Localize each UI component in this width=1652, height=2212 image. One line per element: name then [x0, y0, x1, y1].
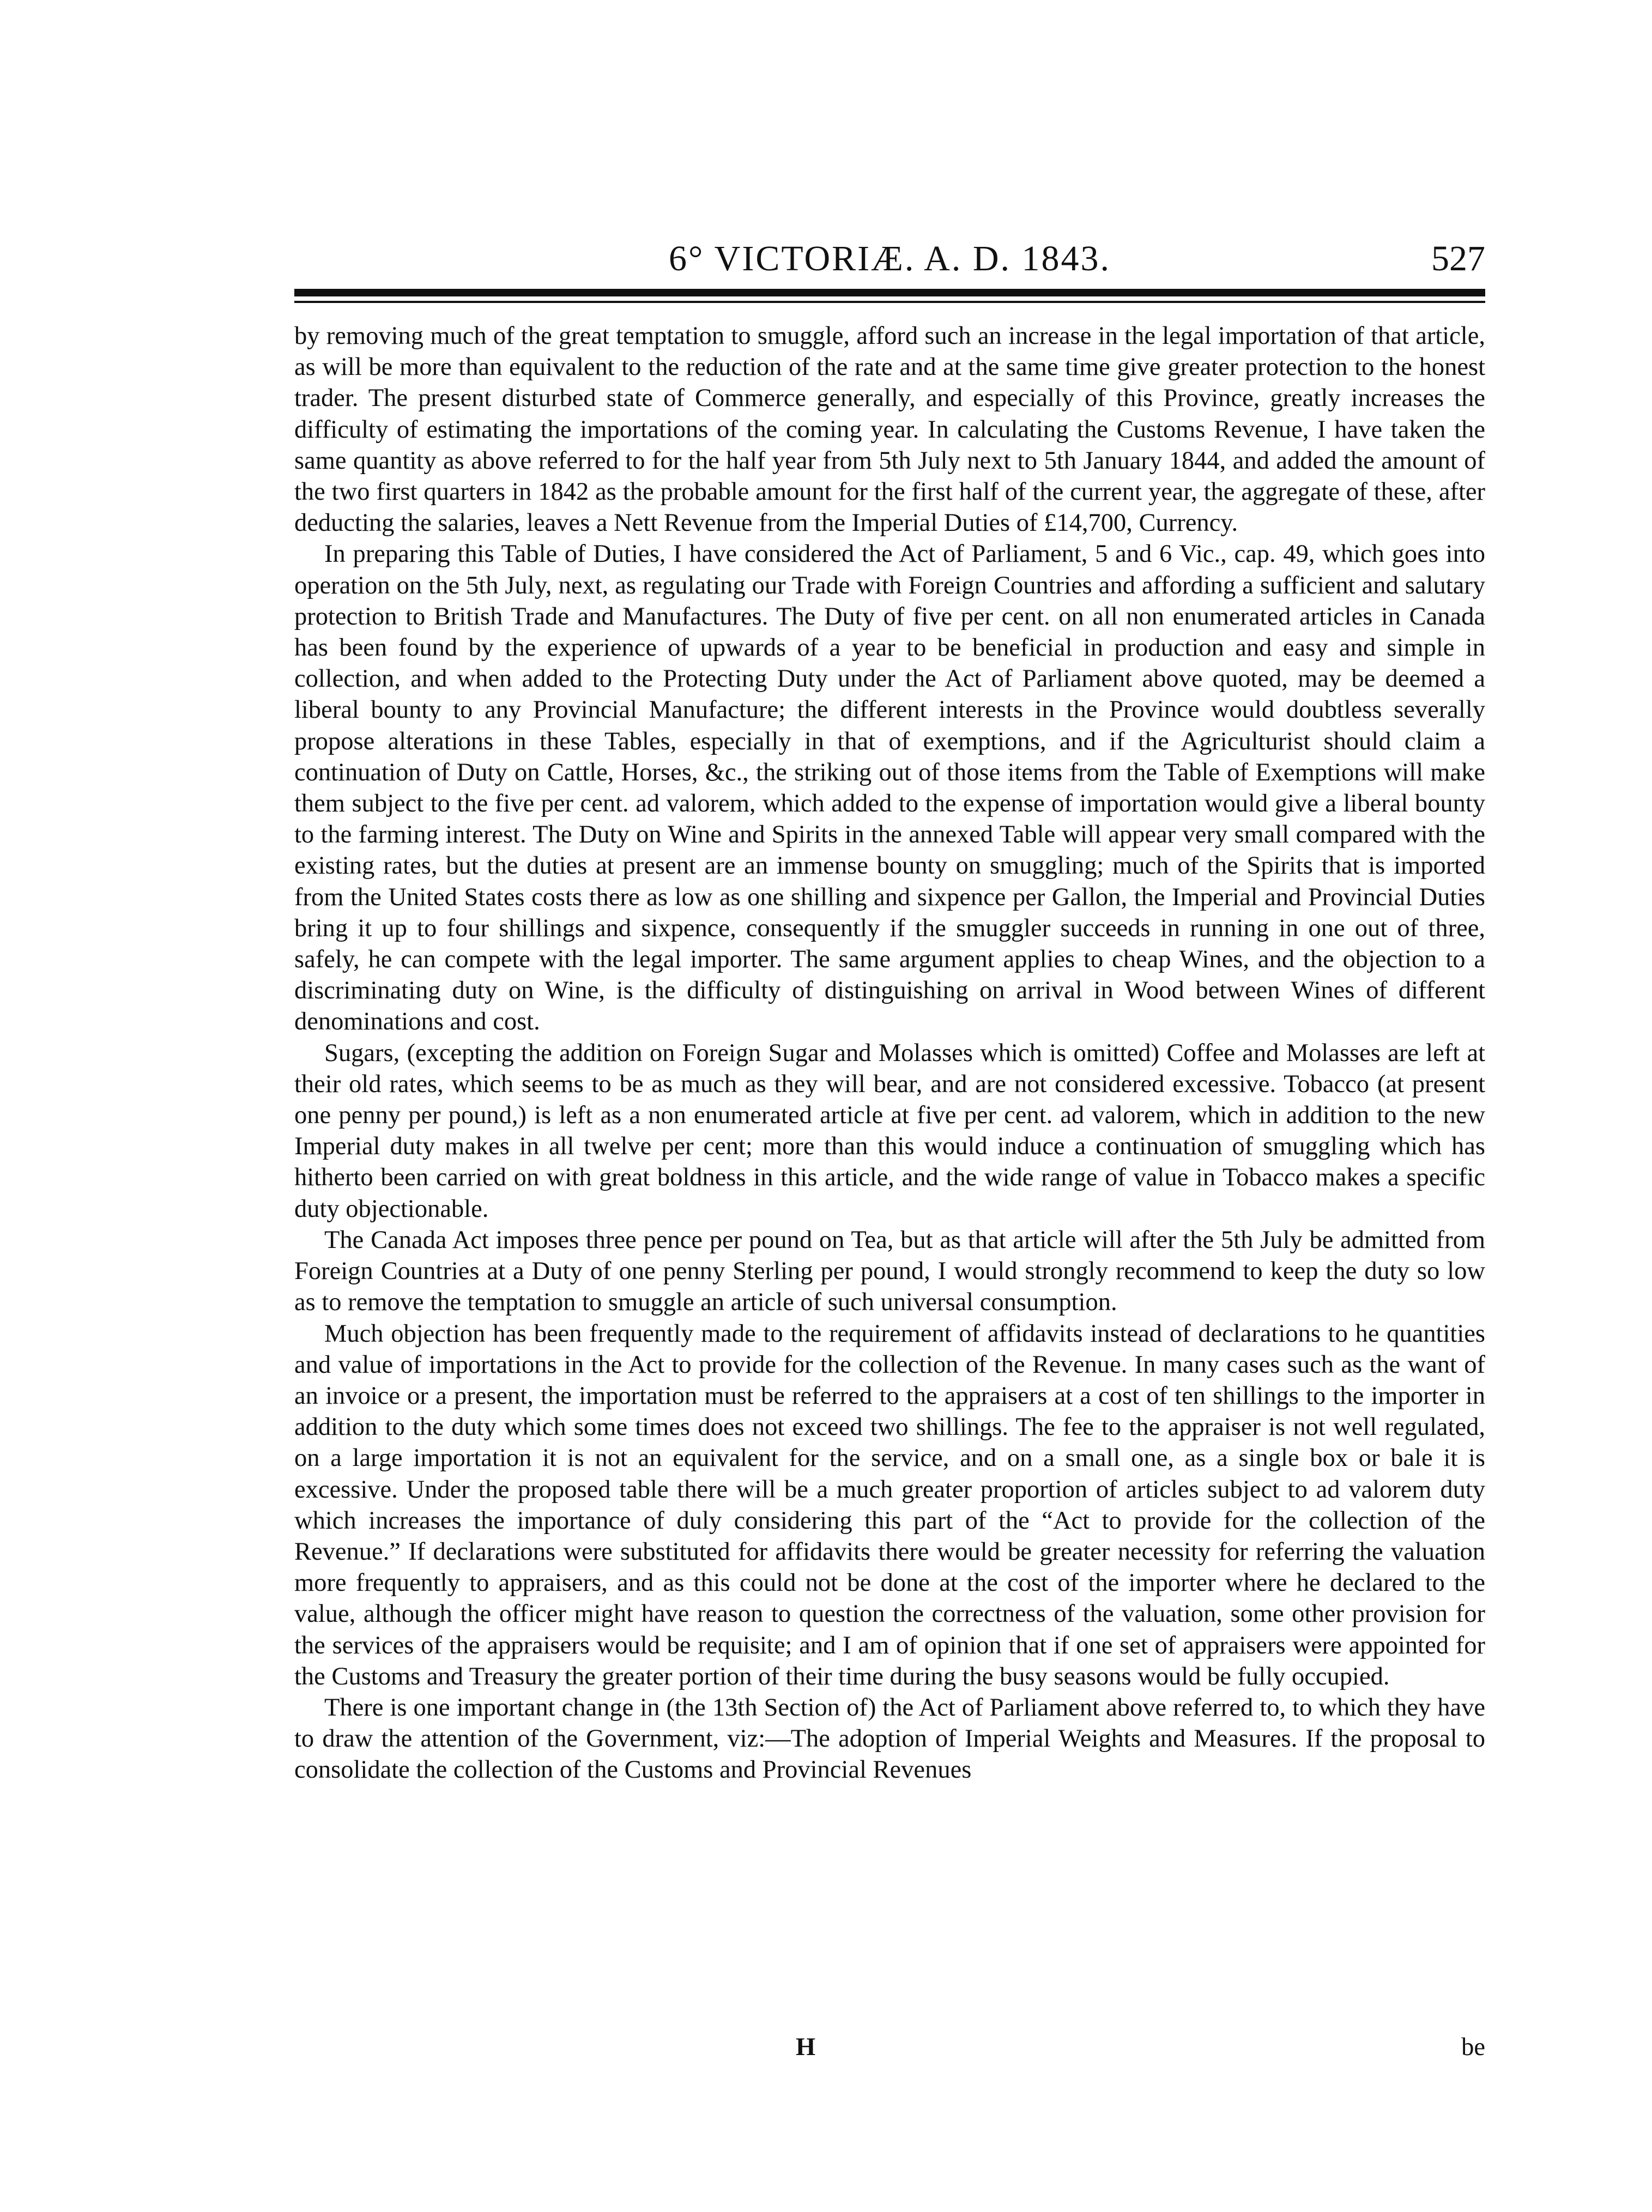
paragraph-sugars: Sugars, (excepting the addition on Foreign Sugar and Molasses which is omitted) Coffee and Molasses are left at their old rates, which seems to be as much as they will bear, and are not considered excessive. Tobacco (at present one penny per pound,) is left as a non enumerated article at five per cent. ad valorem, which in addition to the new Imperial duty makes in all twelve per cent; more than this would induce a continuation of smuggling which has hitherto been carried on with great boldness in this article, and the wide range of value in Tobacco makes a specific duty objectionable.	[294, 1039, 1485, 1223]
page-footer	[294, 2028, 1485, 2066]
paragraph-tea: The Canada Act imposes three pence per pound on Tea, but as that article will after the 5th July be admitted from Foreign Countries at a Duty of one penny Sterling per pound, I would strongly recommend to keep the duty so low as to remove the temptation to smuggle an article of such universal consumption.	[294, 1226, 1485, 1317]
signature-mark: H	[796, 2033, 816, 2061]
running-head: 6° VICTORIÆ. A. D. 1843.	[668, 239, 1111, 278]
paragraph-weights-measures: There is one important change in (the 13th Section of) the Act of Parliament above referred to, to which they have to draw the attention of the Government, viz:—The adoption of Imperial Weights and Measures. If the proposal to consolidate the collection of the Customs and Provincial Revenues	[294, 1693, 1485, 1784]
paragraph-continuation: by removing much of the great temptation to smuggle, afford such an increase in the legal importation of that article, as will be more than equivalent to the reduction of the rate and at the same time give greater protection to the honest trader. The present disturbed state of Commerce generally, and especially of this Province, greatly increases the difficulty of estimating the importations of the coming year. In calculating the Customs Revenue, I have taken the same quantity as above referred to for the half year from 5th July next to 5th January 1844, and added the amount of the two first quarters in 1842 as the probable amount for the first half of the current year, the aggregate of these, after deducting the salaries, leaves a Nett Revenue from the Imperial Duties of £14,700, Currency.	[294, 322, 1485, 537]
paragraph-table-of-duties: In preparing this Table of Duties, I have considered the Act of Parliament, 5 and 6 Vic., cap. 49, which goes into operation on the 5th July, next, as regulating our Trade with Foreign Countries and affording a sufficient and salutary protection to British Trade and Manufactures. The Duty of five per cent. on all non enumerated articles in Canada has been found by the experience of upwards of a year to be beneficial in production and easy and simple in collection, and when added to the Protecting Duty under the Act of Parliament above quoted, may be deemed a liberal bounty to any Provincial Manufacture; the different interests in the Province would doubtless severally propose alterations in these Tables, especially in that of exemptions, and if the Agriculturist should claim a continuation of Duty on Cattle, Horses, &c., the striking out of those items from the Table of Exemptions will make them subject to the five per cent. ad valorem, which added to the expense of importation would give a liberal bounty to the farming interest. The Duty on Wine and Spirits in the annexed Table will appear very small compared with the existing rates, but the duties at present are an immense bounty on smuggling; much of the Spirits that is imported from the United States costs there as low as one shilling and sixpence per Gallon, the Imperial and Provincial Duties bring it up to four shillings and sixpence, consequently if the smuggler succeeds in running in one out of three, safely, he can compete with the legal importer. The same argument applies to cheap Wines, and the objection to a discriminating duty on Wine, is the difficulty of distinguishing on arrival in Wood between Wines of different denominations and cost.	[294, 540, 1485, 1036]
catchword: be	[1461, 2033, 1485, 2061]
header-rule-thick	[294, 289, 1485, 296]
header-rule-thin	[294, 301, 1485, 303]
paragraph-affidavits: Much objection has been frequently made to the requirement of affidavits instead of declarations to he quantities and value of importations in the Act to provide for the collection of the Revenue. In many cases such as the want of an invoice or a present, the importation must be referred to the appraisers at a cost of ten shillings to the importer in addition to the duty which some times does not exceed two shillings. The fee to the appraiser is not well regulated, on a large importation it is not an equivalent for the service, and on a small one, as a single box or bale it is excessive. Under the proposed table there will be a much greater proportion of articles subject to ad valorem duty which increases the importance of duly considering this part of the “Act to provide for the collection of the Revenue.” If declarations were substituted for affidavits there would be greater necessity for referring the valuation more frequently to appraisers, and as this could not be done at the cost of the importer where he declared to the value, although the officer might have reason to question the correctness of the valuation, some other provision for the services of the appraisers would be requisite; and I am of opinion that if one set of appraisers were appointed for the Customs and Treasury the greater portion of their time during the busy seasons would be fully occupied.	[294, 1319, 1485, 1690]
page-number: 527	[1431, 239, 1485, 278]
page-header	[294, 234, 1485, 283]
body-text	[294, 320, 1485, 1786]
